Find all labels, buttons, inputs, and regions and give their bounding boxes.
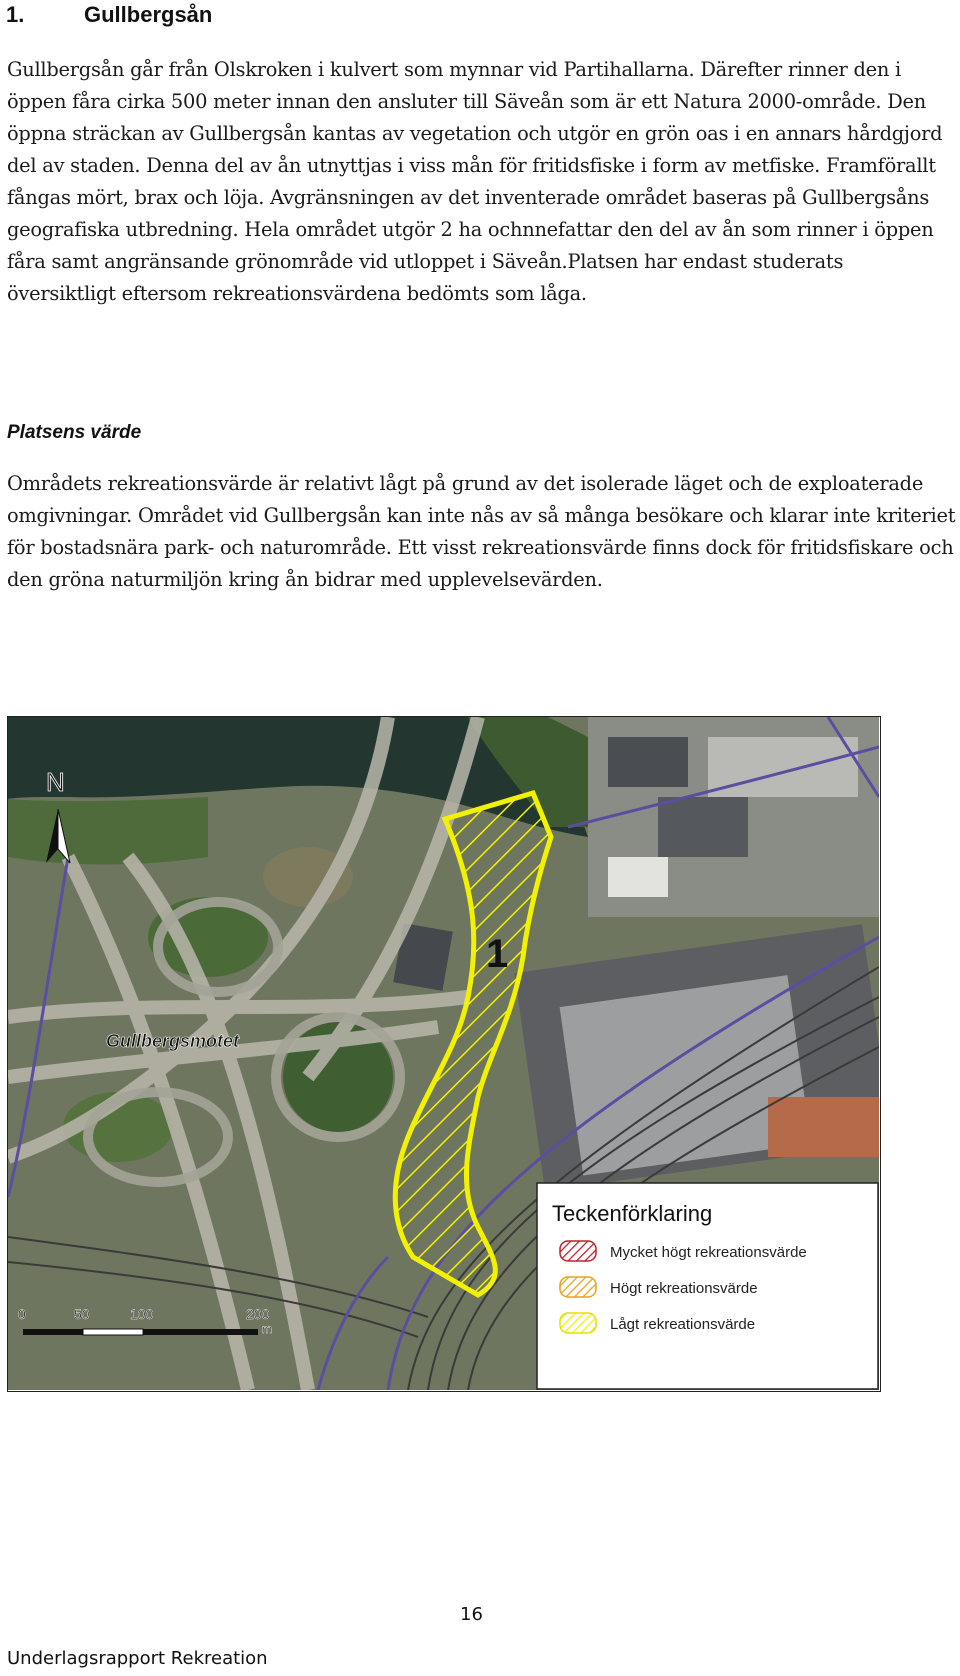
scale-tick-200: 200 bbox=[246, 1306, 270, 1322]
value-paragraph: Områdets rekreationsvärde är relativt lågt på grund av det isolerade läget och de exploaterade omgivningar. Området vid Gullbergsån kan inte nås av så många besökare och klarar inte kriteriet för bostadsnära park- och naturområde. Ett visst rekreationsvärde finns dock för fritidsfiskare och den gröna naturmiljön kring ån bidrar med upplevelsevärden. bbox=[7, 472, 956, 591]
scale-unit: m bbox=[262, 1322, 272, 1336]
intro-paragraph: Gullbergsån går från Olskroken i kulvert som mynnar vid Partihallarna. Därefter rinner den i öppen fåra cirka 500 meter innan den ansluter till Säveån som är ett Natura 2000-område. Den öppna sträckan av Gullbergsån kantas av vegetation och utgör en grön oas i en annars hårdgjord del av staden. Denna del av ån utnyttjas i viss mån för fritidsfiske i form av metfiske. Framförallt fångas mört, brax och löja. Avgränsningen av det inventerade området baseras på Gullbergsåns geografiska utbredning. Hela området utgör 2 ha ochnnefattar den del av ån som rinner i öppen fåra samt angränsande grönområde vid utloppet i Säveån.Platsen har endast studerats översiktligt eftersom rekreationsvärdena bedömts som låga. bbox=[7, 58, 943, 305]
map-legend bbox=[537, 1183, 878, 1389]
place-label-gullbergsmotet: Gullbergsmotet bbox=[106, 1031, 240, 1051]
legend-swatch-high bbox=[560, 1277, 596, 1297]
legend-label-very-high: Mycket högt rekreationsvärde bbox=[610, 1244, 807, 1261]
legend-swatch-low bbox=[560, 1313, 596, 1333]
section-heading bbox=[6, 2, 212, 28]
area-number-label: 1 bbox=[486, 932, 509, 976]
legend-label-low: Lågt rekreationsvärde bbox=[610, 1316, 756, 1333]
section-title: Gullbergsån bbox=[84, 2, 213, 27]
north-label: N bbox=[46, 767, 65, 797]
legend-title: Teckenförklaring bbox=[552, 1201, 713, 1226]
page-number: 16 bbox=[460, 1604, 483, 1625]
subheading-platsens-varde: Platsens värde bbox=[7, 422, 142, 443]
scale-tick-100: 100 bbox=[130, 1306, 154, 1322]
footer-text: Underlagsrapport Rekreation bbox=[7, 1648, 268, 1669]
legend-swatch-very-high bbox=[560, 1241, 596, 1261]
scale-tick-0: 0 bbox=[18, 1306, 26, 1322]
legend-label-high: Högt rekreationsvärde bbox=[610, 1280, 758, 1297]
scale-tick-50: 50 bbox=[74, 1306, 90, 1322]
aerial-map bbox=[7, 716, 881, 1392]
section-number: 1. bbox=[6, 2, 25, 27]
